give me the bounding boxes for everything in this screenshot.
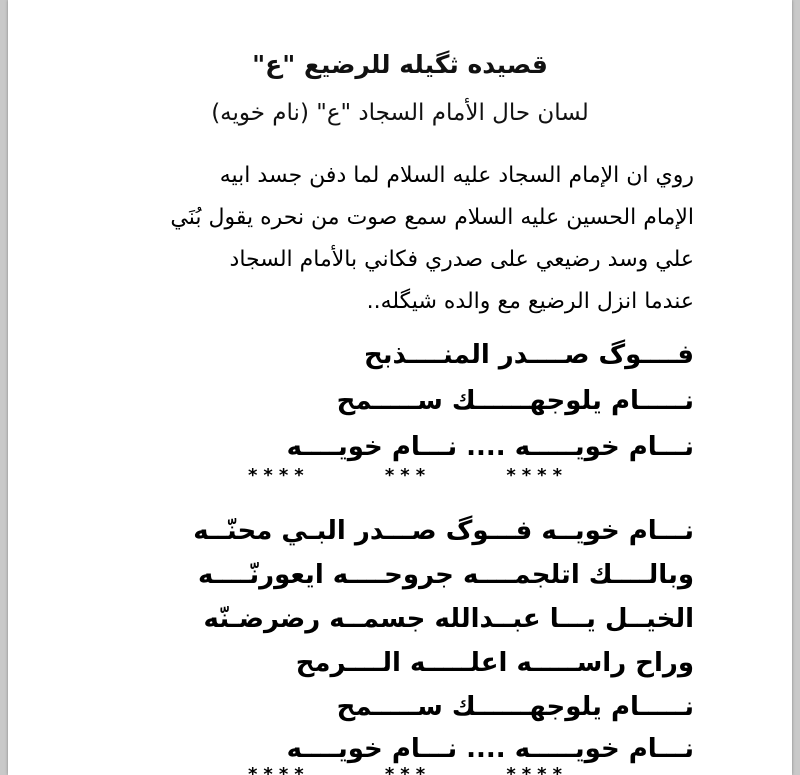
verse-line: نـــــام يلوجهــــــك ســـــمح [336, 386, 694, 416]
verse-line: نـــــام يلوجهــــــك ســـــمح [336, 692, 694, 722]
separator-stars: **** [248, 764, 310, 775]
verse-line: وراح راســـــه اعلـــــه الــــرمح [295, 648, 694, 678]
verse-line: نـــام خويـــــه .... نـــام خويــــه [286, 432, 694, 462]
separator-stars: *** [384, 764, 432, 775]
poem-title: قصيده ثگيله للرضيع "ع" [252, 50, 548, 79]
separator-stars: **** [506, 764, 568, 775]
separator-stars: *** [384, 465, 432, 486]
separator-stars: **** [506, 465, 568, 486]
stanza-separator [248, 764, 568, 775]
intro-paragraph [94, 155, 694, 323]
document-page [8, 0, 792, 775]
verse-line: نـــام خويــه فـــوگ صـــدر البـي محنّــه [193, 516, 694, 546]
intro-line: روي ان الإمام السجاد عليه السلام لما دفن جسد ابيه [219, 163, 694, 188]
verse-line: وبالــــك اتلجمــــه جروحــــه ايعورنّــــه [198, 560, 694, 590]
poem-document [8, 0, 792, 775]
stanza-separator [248, 465, 568, 486]
intro-line: الإمام الحسين عليه السلام سمع صوت من نحره يقول بُنَي [170, 205, 694, 230]
intro-line: عندما انزل الرضيع مع والده شيگله.. [366, 289, 694, 314]
verse-line: نـــام خويـــــه .... نـــام خويــــه [286, 734, 694, 764]
verse-line: الخيــل يـــا عبــدالله جسمــه رضرضـنّه [203, 604, 694, 634]
poem-subtitle: لسان حال الأمام السجاد "ع" (نام خويه) [211, 100, 589, 126]
verse-line: فــــوگ صــــدر المنــــذبح [363, 340, 694, 370]
intro-line: علي وسد رضيعي على صدري فكاني بالأمام السجاد [229, 247, 694, 272]
separator-stars: **** [248, 465, 310, 486]
